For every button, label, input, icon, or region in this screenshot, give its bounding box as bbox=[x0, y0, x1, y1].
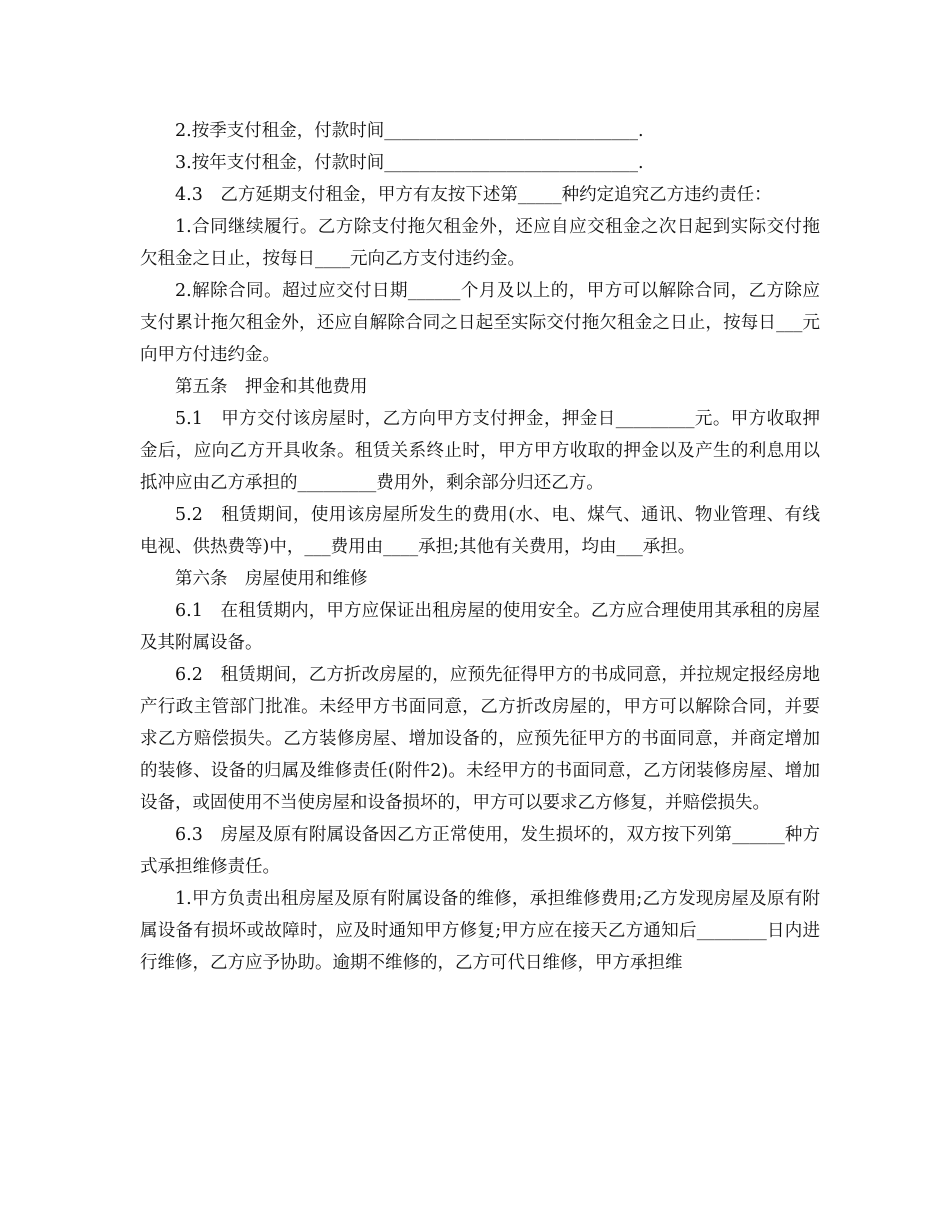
paragraph-4-3: 4.3 乙方延期支付租金，甲方有友按下述第_____种约定追究乙方违约责任： bbox=[175, 185, 772, 205]
paragraph-5-2: 5.2 租赁期间，使用该房屋所发生的费用(水、电、煤气、通讯、物业管理、有线电视、供热费等)中，___费用由____承担;其他有关费用，均由___承担。 bbox=[140, 505, 820, 557]
paragraph-repair-option-1: 1.甲方负责出租房屋及原有附属设备的维修，承担维修费用;乙方发现房屋及原有附属设备有损坏或故障时，应及时通知甲方修复;甲方应在接天乙方通知后________日内进行维修，乙方应予协助。逾期不维修的，乙方可代日维修，甲方承担维 bbox=[140, 889, 820, 973]
heading-article-6: 第六条 房屋使用和维修 bbox=[175, 569, 368, 589]
paragraph-6-1: 6.1 在租赁期内，甲方应保证出租房屋的使用安全。乙方应合理使用其承租的房屋及其附属设备。 bbox=[140, 601, 820, 653]
document-body bbox=[140, 115, 820, 979]
paragraph-6-3: 6.3 房屋及原有附属设备因乙方正常使用，发生损坏的，双方按下列第______种方式承担维修责任。 bbox=[140, 825, 820, 877]
paragraph-5-1: 5.1 甲方交付该房屋时，乙方向甲方支付押金，押金日_________元。甲方收取押金后，应向乙方开具收条。租赁关系终止时，甲方甲方收取的押金以及产生的利息用以抵冲应由乙方承担的_________费用外，剩余部分归还乙方。 bbox=[140, 409, 820, 493]
paragraph-payment-yearly: 3.按年支付租金，付款时间_____________________________. bbox=[175, 153, 644, 173]
paragraph-terminate-contract: 2.解除合同。超过应交付日期______个月及以上的，甲方可以解除合同，乙方除应支付累计拖欠租金外，还应自解除合同之日起至实际交付拖欠租金之日止，按每日___元向甲方付违约金。 bbox=[140, 281, 820, 365]
paragraph-continue-contract: 1.合同继续履行。乙方除支付拖欠租金外，还应自应交租金之次日起到实际交付拖欠租金之日止，按每日____元向乙方支付违约金。 bbox=[140, 217, 820, 269]
paragraph-payment-quarterly: 2.按季支付租金，付款时间_____________________________. bbox=[175, 121, 644, 141]
heading-article-5: 第五条 押金和其他费用 bbox=[175, 377, 368, 397]
paragraph-6-2: 6.2 租赁期间，乙方折改房屋的，应预先征得甲方的书成同意，并拉规定报经房地产行政主管部门批准。未经甲方书面同意，乙方折改房屋的，甲方可以解除合同，并要求乙方赔偿损失。乙方装修房屋、增加设备的，应预先征甲方的书面同意，并商定增加的装修、设备的归属及维修责任(附件2)。未经甲方的书面同意，乙方闭装修房屋、增加设备，或固使用不当使房屋和设备损坏的，甲方可以要求乙方修复，并赔偿损失。 bbox=[140, 665, 820, 813]
